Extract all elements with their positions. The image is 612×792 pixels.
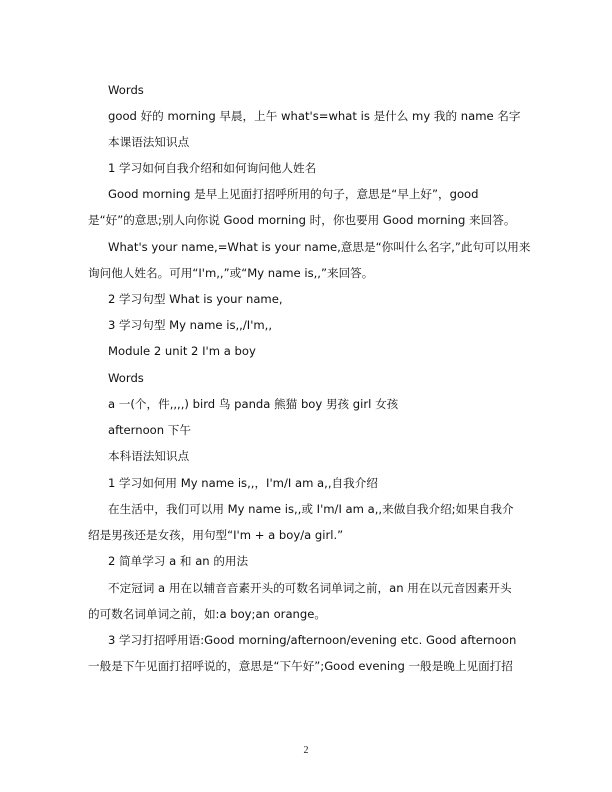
point-heading: 3 学习句型 My name is,,/I'm,, <box>108 318 273 332</box>
section-heading: 本课语法知识点 <box>108 135 190 149</box>
paragraph-line: Good morning 是早上见面打招呼所用的句子，意思是“早上好”，good <box>108 187 479 201</box>
heading-words: Words <box>108 371 144 385</box>
section-heading: 本科语法知识点 <box>108 449 190 463</box>
vocab-line: good 好的 morning 早晨，上午 what's=what is 是什么 my 我的 name 名字 <box>108 109 521 123</box>
point-heading: 1 学习如何自我介绍和如何询问他人姓名 <box>108 161 317 175</box>
paragraph-line: What's your name,=What is your name,意思是“你叫什么名字,”此句可以用来 <box>108 240 531 254</box>
page-number: 2 <box>303 745 309 756</box>
vocab-line: afternoon 下午 <box>108 423 191 437</box>
point-heading: 2 简单学习 a 和 an 的用法 <box>108 554 249 568</box>
paragraph-line: 是“好”的意思;别人向你说 Good morning 时，你也要用 Good morning 来回答。 <box>88 213 516 227</box>
paragraph-line: 一般是下午见面打招呼说的，意思是“下午好”;Good evening 一般是晚上见面打招 <box>88 659 513 673</box>
vocab-line: a 一(个，件,,,,) bird 鸟 panda 熊猫 boy 男孩 girl 女孩 <box>108 397 399 411</box>
heading-words: Words <box>108 83 144 97</box>
point-heading: 1 学习如何用 My name is,,，I'm/I am a,,自我介绍 <box>108 476 378 490</box>
paragraph-line: 绍是男孩还是女孩，用句型“I'm + a boy/a girl.” <box>88 528 344 542</box>
paragraph-line: 在生活中，我们可以用 My name is,,或 I'm/I am a,,来做自我介绍;如果自我介 <box>108 502 514 516</box>
paragraph-line: 不定冠词 a 用在以辅音音素开头的可数名词单词之前，an 用在以元音因素开头 <box>108 581 512 595</box>
point-heading: 2 学习句型 What is your name, <box>108 292 283 306</box>
point-heading: 3 学习打招呼用语:Good morning/afternoon/evening etc. Good afternoon <box>108 633 517 647</box>
paragraph-line: 的可数名词单词之前，如:a boy;an orange。 <box>88 607 326 621</box>
paragraph-line: 询问他人姓名。可用“I'm,,”或“My name is,,”来回答。 <box>88 266 374 280</box>
module-heading: Module 2 unit 2 I'm a boy <box>108 344 256 358</box>
